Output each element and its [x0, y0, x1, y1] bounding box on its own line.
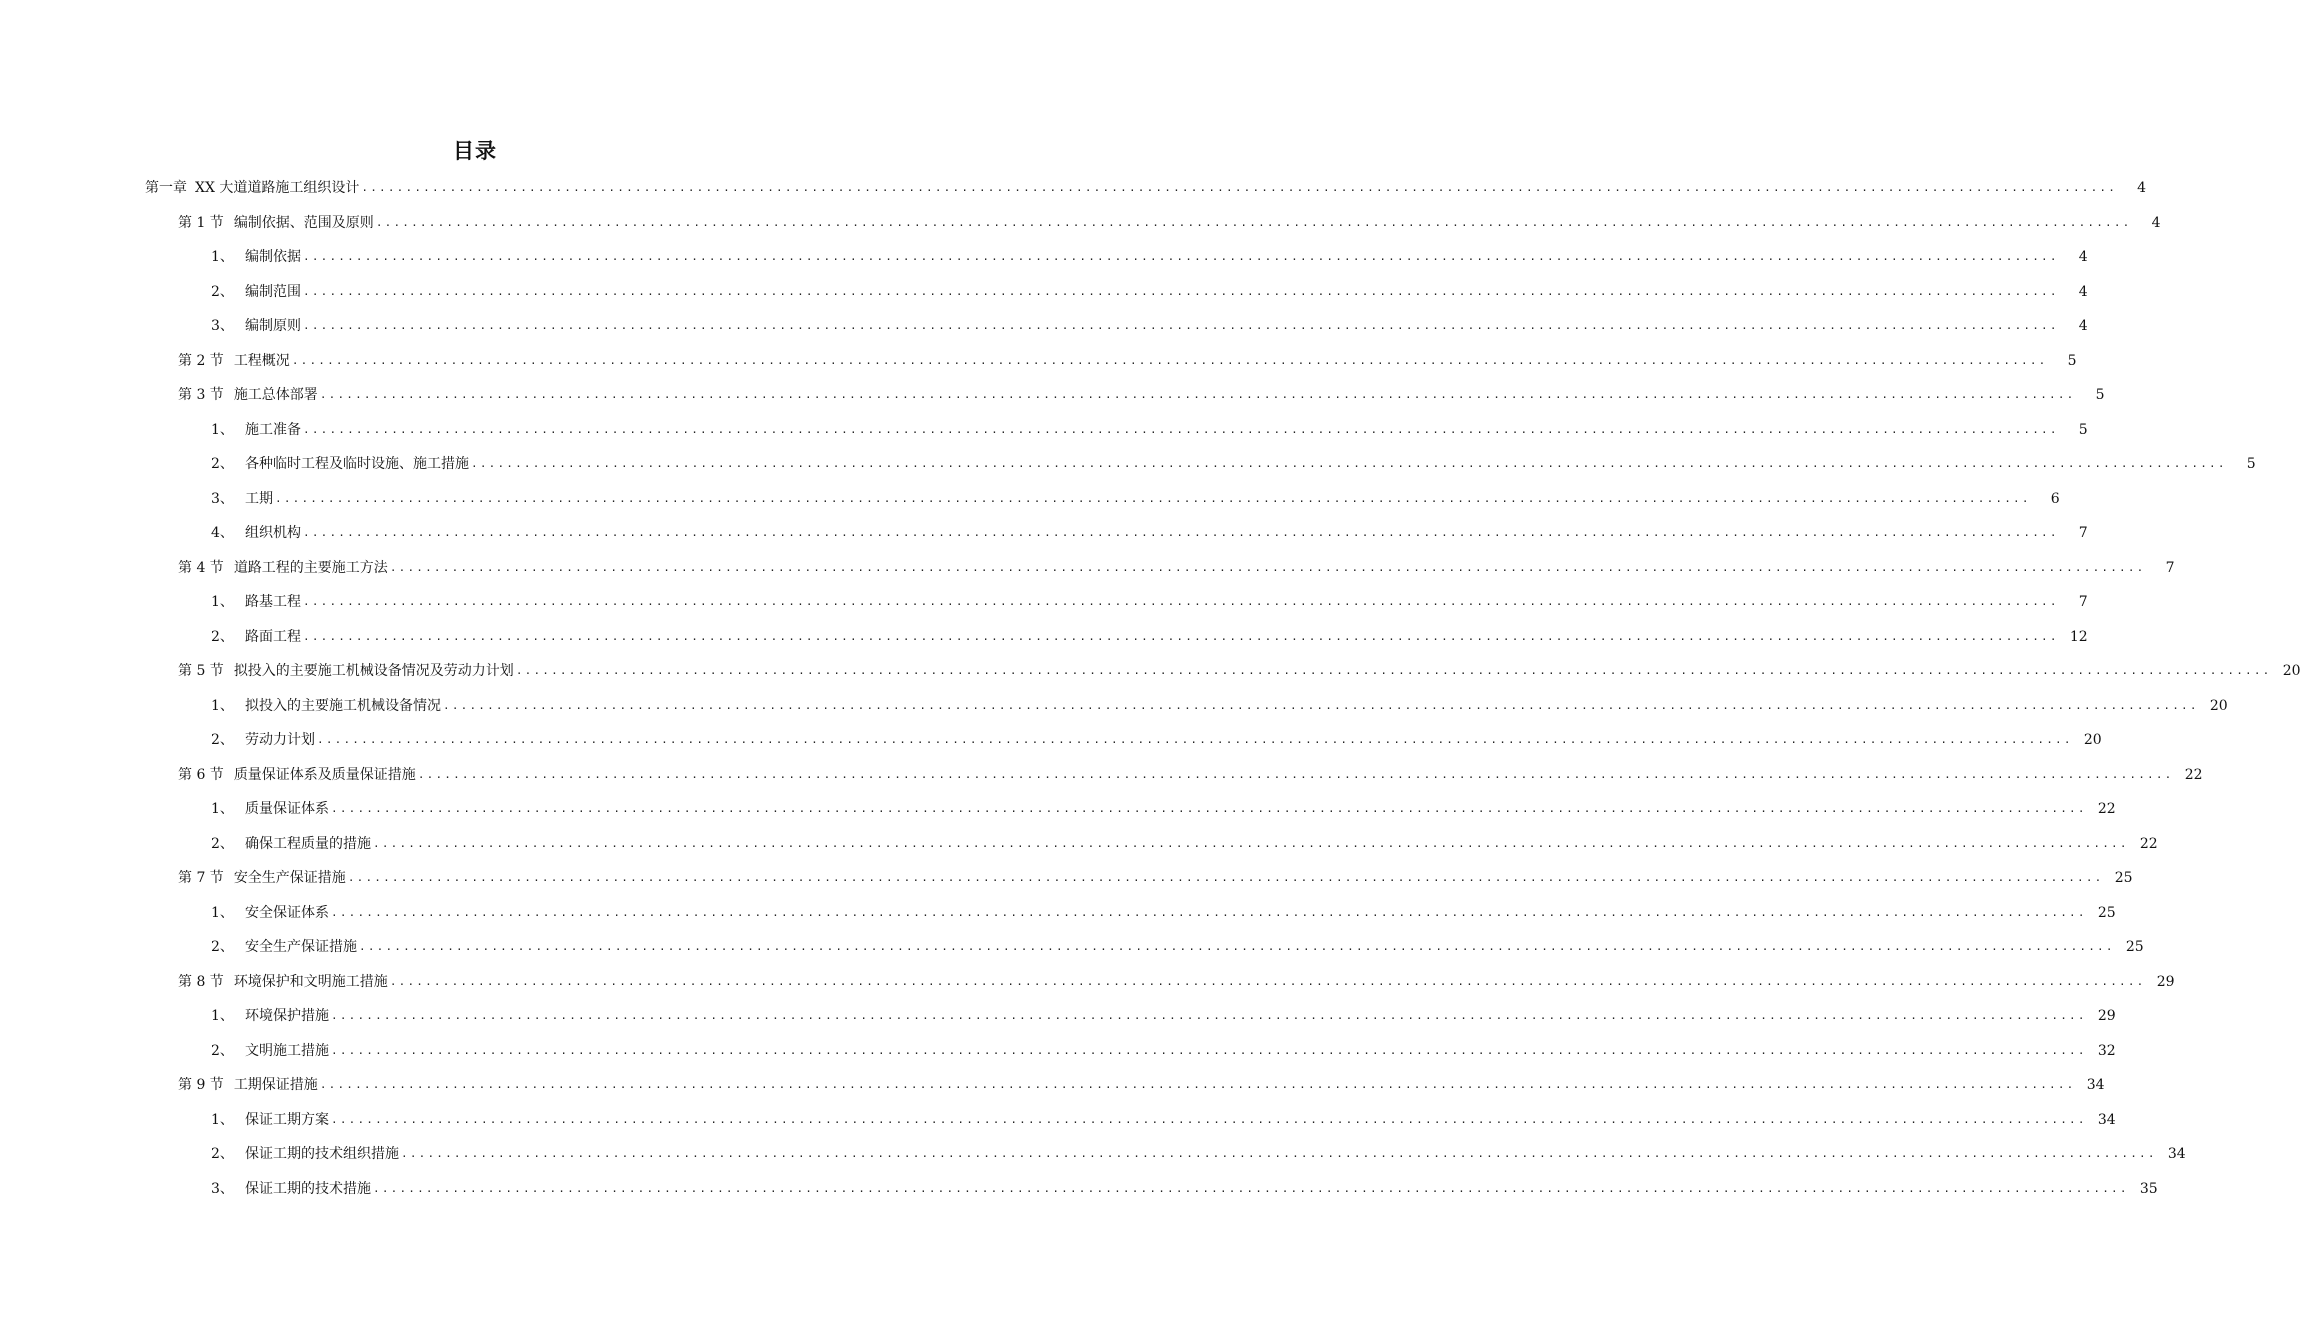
toc-dot-leader: ....................................................................................................................................................................................................... [331, 1043, 2087, 1057]
toc-entry-label: 路基工程 [245, 594, 301, 611]
toc-entry-label: 编制依据 [245, 249, 301, 266]
toc-dot-leader: ....................................................................................................................................................................................................... [303, 319, 2059, 333]
toc-entry[interactable] [0, 758, 2203, 793]
toc-entry-label: 劳动力计划 [245, 732, 315, 749]
toc-entry-page-number: 25 [2125, 939, 2144, 956]
toc-entry-page-number: 5 [2067, 352, 2077, 369]
toc-entry-number: 2、 [211, 628, 234, 645]
toc-dot-leader: ....................................................................................................................................................................................................... [331, 905, 2087, 919]
toc-entry-label: 工程概况 [233, 352, 290, 369]
toc-entry-page-number: 32 [2097, 1042, 2116, 1059]
toc-entry[interactable] [0, 861, 2133, 896]
toc-entry-page-number: 4 [2078, 283, 2088, 300]
toc-dot-leader: ....................................................................................................................................................................................................... [375, 215, 2132, 229]
toc-entry-label: 安全生产保证措施 [245, 939, 357, 956]
toc-dot-leader: ....................................................................................................................................................................................................... [331, 802, 2087, 816]
toc-entry[interactable] [0, 516, 2088, 551]
toc-entry-page-number: 4 [2137, 180, 2147, 197]
toc-entry-page-number: 5 [2246, 456, 2256, 473]
toc-entry-number: 3、 [211, 490, 234, 507]
toc-dot-leader: ....................................................................................................................................................................................................... [515, 664, 2272, 678]
toc-entry-page-number: 6 [2050, 490, 2060, 507]
toc-entry-page-number: 4 [2078, 318, 2088, 335]
toc-entry[interactable] [0, 827, 2158, 862]
toc-entry-page-number: 20 [2209, 697, 2228, 714]
toc-entry-page-number: 7 [2078, 594, 2088, 611]
toc-entry-page-number: 7 [2165, 559, 2175, 576]
toc-list [0, 171, 2301, 1206]
toc-entry-number: 2、 [211, 456, 234, 473]
toc-entry-page-number: 12 [2069, 628, 2088, 645]
toc-entry-label: 编制依据、范围及原则 [233, 214, 374, 231]
toc-entry-number: 第一章 [145, 180, 187, 197]
toc-entry[interactable] [0, 309, 2088, 344]
toc-entry-number: 1、 [211, 1111, 234, 1128]
toc-entry-page-number: 20 [2083, 732, 2102, 749]
toc-entry-label: 组织机构 [245, 525, 301, 542]
toc-entry[interactable] [0, 1137, 2186, 1172]
toc-dot-leader: ....................................................................................................................................................................................................... [401, 1147, 2157, 1161]
toc-entry-label: 确保工程质量的措施 [245, 835, 371, 852]
toc-dot-leader: ....................................................................................................................................................................................................... [319, 1078, 2076, 1092]
toc-dot-leader: ....................................................................................................................................................................................................... [303, 284, 2059, 298]
toc-entry-label: 质量保证体系 [245, 801, 329, 818]
toc-entry[interactable] [0, 1172, 2158, 1207]
toc-entry-number: 2、 [211, 283, 234, 300]
toc-dot-leader: ....................................................................................................................................................................................................... [389, 560, 2146, 574]
toc-entry-number: 1、 [211, 904, 234, 921]
toc-entry-number: 第 9 节 [178, 1077, 224, 1094]
toc-entry-label: 安全生产保证措施 [233, 870, 346, 887]
toc-entry-page-number: 34 [2097, 1111, 2116, 1128]
toc-entry[interactable] [0, 792, 2116, 827]
toc-entry-page-number: 29 [2097, 1008, 2116, 1025]
toc-entry-number: 第 6 节 [178, 766, 224, 783]
toc-entry-label: 施工准备 [245, 421, 301, 438]
toc-dot-leader: ....................................................................................................................................................................................................... [331, 1009, 2087, 1023]
toc-entry[interactable] [0, 1103, 2116, 1138]
toc-entry[interactable] [0, 620, 2088, 655]
toc-entry-number: 3、 [211, 318, 234, 335]
toc-dot-leader: ....................................................................................................................................................................................................... [361, 181, 2118, 195]
toc-entry-label: 环境保护和文明施工措施 [233, 973, 388, 990]
toc-dot-leader: ....................................................................................................................................................................................................... [319, 388, 2076, 402]
toc-entry-page-number: 34 [2086, 1077, 2105, 1094]
toc-entry-label: 拟投入的主要施工机械设备情况 [245, 697, 441, 714]
toc-dot-leader: ....................................................................................................................................................................................................... [303, 526, 2059, 540]
toc-entry-number: 1、 [211, 594, 234, 611]
toc-dot-leader: ....................................................................................................................................................................................................... [389, 974, 2146, 988]
toc-dot-leader: ....................................................................................................................................................................................................... [373, 836, 2129, 850]
toc-dot-leader: ....................................................................................................................................................................................................... [303, 629, 2059, 643]
toc-entry[interactable] [0, 585, 2088, 620]
toc-entry-label: 安全保证体系 [245, 904, 329, 921]
toc-entry[interactable] [0, 206, 2161, 241]
toc-entry-number: 第 4 节 [178, 559, 224, 576]
toc-dot-leader: ....................................................................................................................................................................................................... [373, 1181, 2129, 1195]
toc-entry-page-number: 25 [2114, 870, 2133, 887]
toc-entry[interactable] [0, 999, 2116, 1034]
toc-entry-page-number: 22 [2184, 766, 2203, 783]
toc-entry-label: 工期 [245, 490, 273, 507]
toc-entry-label: 施工总体部署 [233, 387, 318, 404]
toc-dot-leader: ....................................................................................................................................................................................................... [331, 1112, 2087, 1126]
toc-entry[interactable] [0, 1068, 2105, 1103]
toc-entry-number: 1、 [211, 697, 234, 714]
toc-entry-page-number: 4 [2078, 249, 2088, 266]
toc-entry-page-number: 22 [2097, 801, 2116, 818]
toc-dot-leader: ....................................................................................................................................................................................................... [275, 491, 2031, 505]
toc-entry-label: 工期保证措施 [233, 1077, 318, 1094]
toc-entry-number: 第 5 节 [178, 663, 224, 680]
toc-entry-label: 质量保证体系及质量保证措施 [233, 766, 416, 783]
toc-entry-label: 道路工程的主要施工方法 [233, 559, 388, 576]
toc-entry[interactable] [0, 447, 2256, 482]
toc-dot-leader: ....................................................................................................................................................................................................... [291, 353, 2048, 367]
toc-entry-number: 3、 [211, 1180, 234, 1197]
toc-entry-label: 拟投入的主要施工机械设备情况及劳动力计划 [233, 663, 514, 680]
toc-entry-number: 第 7 节 [178, 870, 224, 887]
toc-entry-number: 2、 [211, 732, 234, 749]
toc-entry[interactable] [0, 1034, 2116, 1069]
toc-entry-number: 第 2 节 [178, 352, 224, 369]
toc-entry-number: 4、 [211, 525, 234, 542]
toc-entry[interactable] [0, 654, 2301, 689]
toc-entry-label: XX 大道道路施工组织设计 [195, 180, 360, 197]
toc-dot-leader: ....................................................................................................................................................................................................... [317, 733, 2073, 747]
toc-entry-number: 第 8 节 [178, 973, 224, 990]
toc-dot-leader: ....................................................................................................................................................................................................... [471, 457, 2227, 471]
toc-entry-number: 2、 [211, 1042, 234, 1059]
toc-entry[interactable] [0, 171, 2147, 206]
toc-dot-leader: ....................................................................................................................................................................................................... [303, 595, 2059, 609]
toc-entry-label: 保证工期的技术措施 [245, 1180, 371, 1197]
toc-entry[interactable] [0, 344, 2077, 379]
toc-title: 目录 [453, 139, 497, 163]
toc-entry-number: 2、 [211, 1146, 234, 1163]
toc-entry-number: 2、 [211, 939, 234, 956]
toc-entry-label: 编制原则 [245, 318, 301, 335]
toc-entry-page-number: 29 [2156, 973, 2175, 990]
toc-entry-page-number: 22 [2139, 835, 2158, 852]
toc-entry-page-number: 7 [2078, 525, 2088, 542]
toc-entry-number: 1、 [211, 421, 234, 438]
toc-dot-leader: ....................................................................................................................................................................................................... [443, 698, 2199, 712]
toc-entry-number: 1、 [211, 801, 234, 818]
toc-entry-number: 第 1 节 [178, 214, 224, 231]
toc-dot-leader: ....................................................................................................................................................................................................... [417, 767, 2174, 781]
toc-entry[interactable] [0, 689, 2228, 724]
toc-entry-label: 编制范围 [245, 283, 301, 300]
toc-entry[interactable] [0, 723, 2102, 758]
toc-entry-label: 路面工程 [245, 628, 301, 645]
toc-entry-label: 环境保护措施 [245, 1008, 329, 1025]
toc-entry-label: 文明施工措施 [245, 1042, 329, 1059]
toc-dot-leader: ....................................................................................................................................................................................................... [347, 871, 2104, 885]
toc-entry[interactable] [0, 240, 2088, 275]
toc-entry-number: 1、 [211, 249, 234, 266]
toc-entry[interactable] [0, 378, 2105, 413]
toc-entry[interactable] [0, 930, 2144, 965]
toc-entry[interactable] [0, 551, 2175, 586]
toc-entry[interactable] [0, 965, 2175, 1000]
toc-entry[interactable] [0, 896, 2116, 931]
toc-entry[interactable] [0, 482, 2060, 517]
toc-entry-number: 2、 [211, 835, 234, 852]
toc-entry-page-number: 20 [2282, 663, 2301, 680]
toc-entry[interactable] [0, 275, 2088, 310]
toc-entry-page-number: 5 [2078, 421, 2088, 438]
toc-entry-page-number: 4 [2151, 214, 2161, 231]
toc-entry-number: 1、 [211, 1008, 234, 1025]
toc-entry-label: 各种临时工程及临时设施、施工措施 [245, 456, 469, 473]
toc-dot-leader: ....................................................................................................................................................................................................... [359, 940, 2115, 954]
toc-dot-leader: ....................................................................................................................................................................................................... [303, 422, 2059, 436]
toc-entry-number: 第 3 节 [178, 387, 224, 404]
toc-entry-page-number: 35 [2139, 1180, 2158, 1197]
toc-entry-page-number: 34 [2167, 1146, 2186, 1163]
toc-entry-label: 保证工期方案 [245, 1111, 329, 1128]
toc-entry-label: 保证工期的技术组织措施 [245, 1146, 399, 1163]
toc-dot-leader: ....................................................................................................................................................................................................... [303, 250, 2059, 264]
toc-entry-page-number: 5 [2095, 387, 2105, 404]
toc-entry-page-number: 25 [2097, 904, 2116, 921]
toc-entry[interactable] [0, 413, 2088, 448]
